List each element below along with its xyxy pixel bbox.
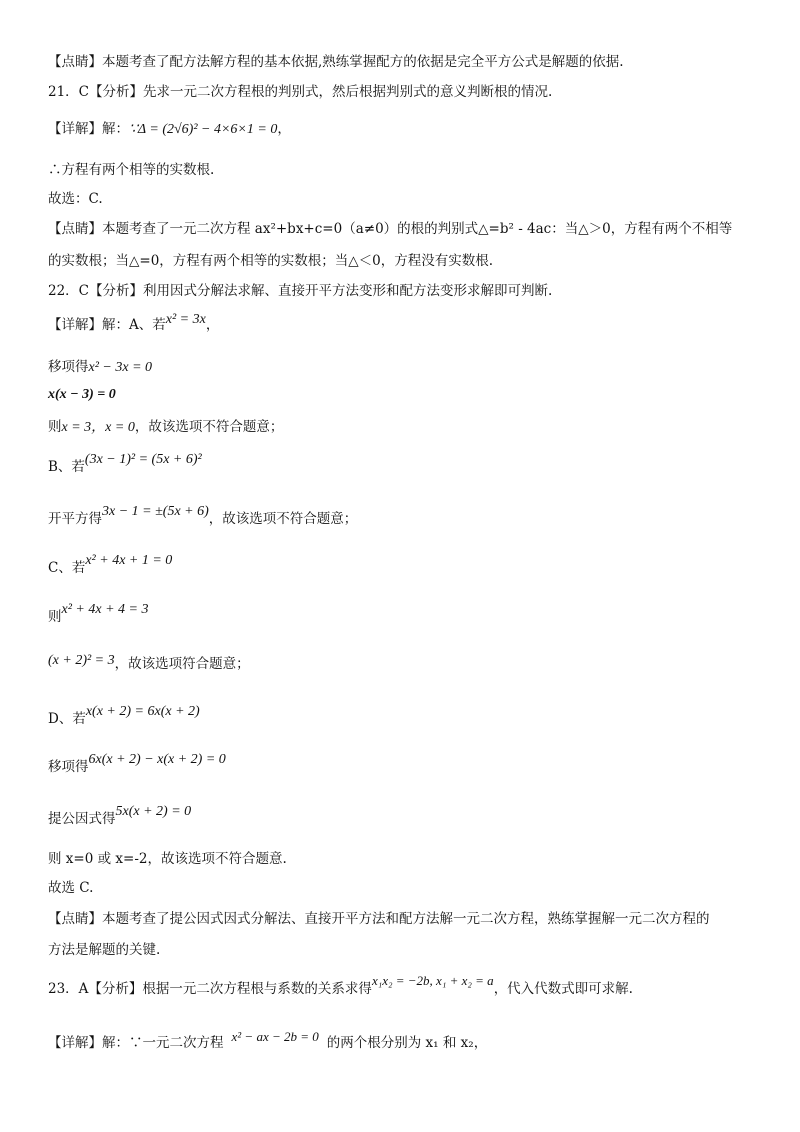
text-line: 移项得6x(x + 2) − x(x + 2) = 0 — [48, 752, 226, 775]
math-expression: x(x − 3) = 0 — [48, 387, 116, 402]
text-line: 方法是解题的关键. — [48, 942, 161, 958]
text-line: B、若(3x − 1)² = (5x + 6)² — [48, 452, 202, 475]
text-line: 的实数根；当△=0，方程有两个相等的实数根；当△＜0，方程没有实数根. — [48, 253, 494, 269]
math-expression: x² + 4x + 4 = 3 — [61, 602, 149, 617]
math-expression: 3x − 1 = ±(5x + 6) — [102, 504, 209, 519]
text-line: D、若x(x + 2) = 6x(x + 2) — [48, 704, 200, 727]
math-expression: x = 3，x = 0 — [61, 420, 135, 435]
text-line: 【详解】解：A、若x² = 3x， — [48, 312, 220, 333]
text-line: 22．C【分析】利用因式分解法求解、直接开平方法变形和配方法变形求解即可判断. — [48, 283, 553, 299]
math-expression: x₁x₂ = −2b, x₁ + x₂ = a — [371, 973, 494, 988]
text-line: 提公因式得5x(x + 2) = 0 — [48, 804, 192, 827]
math-expression: 5x(x + 2) = 0 — [115, 804, 192, 819]
math-expression: (3x − 1)² = (5x + 6)² — [84, 452, 202, 467]
text-line: ∴方程有两个相等的实数根. — [48, 162, 215, 178]
math-expression: x² − ax − 2b = 0 — [231, 1029, 319, 1044]
math-expression: x² − 3x = 0 — [88, 360, 153, 375]
math-expression: x² + 4x + 1 = 0 — [85, 553, 173, 568]
text-line: 故选：C. — [48, 191, 103, 207]
text-line: 则x² + 4x + 4 = 3 — [48, 602, 149, 625]
text-line — [48, 385, 116, 404]
text-line: 【点睛】本题考查了配方法解方程的基本依据,熟练掌握配方的依据是完全平方公式是解题的依据. — [48, 54, 624, 70]
math-expression: ∵Δ = (2√6)² − 4×6×1 = 0 — [129, 122, 278, 137]
text-line: 故选 C. — [48, 880, 94, 896]
text-line: 则x = 3，x = 0，故该选项不符合题意； — [48, 419, 284, 435]
text-line: (x + 2)² = 3，故该选项符合题意； — [48, 653, 250, 672]
math-expression: x(x + 2) = 6x(x + 2) — [85, 704, 200, 719]
text-line: 【详解】解：∵一元二次方程 x² − ax − 2b = 0 的两个根分别为 x₁ 和 x₂， — [48, 1029, 488, 1051]
math-expression: (x + 2)² = 3 — [48, 653, 115, 668]
math-expression: x² = 3x — [165, 312, 206, 327]
math-expression: 6x(x + 2) − x(x + 2) = 0 — [88, 752, 226, 767]
text-line: 【点睛】本题考查了提公因式因式分解法、直接开平方法和配方法解一元二次方程，熟练掌握解一元二次方程的 — [48, 911, 710, 927]
text-line: 【点睛】本题考查了一元二次方程 ax²+bx+c=0（a≠0）的根的判别式△=b² - 4ac：当△＞0，方程有两个不相等 — [48, 221, 733, 237]
text-line: 【详解】解：∵Δ = (2√6)² − 4×6×1 = 0， — [48, 121, 291, 137]
text-line: C、若x² + 4x + 1 = 0 — [48, 553, 173, 576]
text-line: 21．C【分析】先求一元二次方程根的判别式，然后根据判别式的意义判断根的情况. — [48, 84, 553, 100]
text-line: 开平方得3x − 1 = ±(5x + 6)，故该选项不符合题意； — [48, 504, 358, 527]
text-line: 移项得x² − 3x = 0 — [48, 359, 153, 375]
text-line: 则 x=0 或 x=-2，故该选项不符合题意. — [48, 851, 287, 867]
text-line: 23．A【分析】根据一元二次方程根与系数的关系求得x₁x₂ = −2b, x₁ + x₂ = a，代入代数式即可求解. — [48, 973, 633, 997]
